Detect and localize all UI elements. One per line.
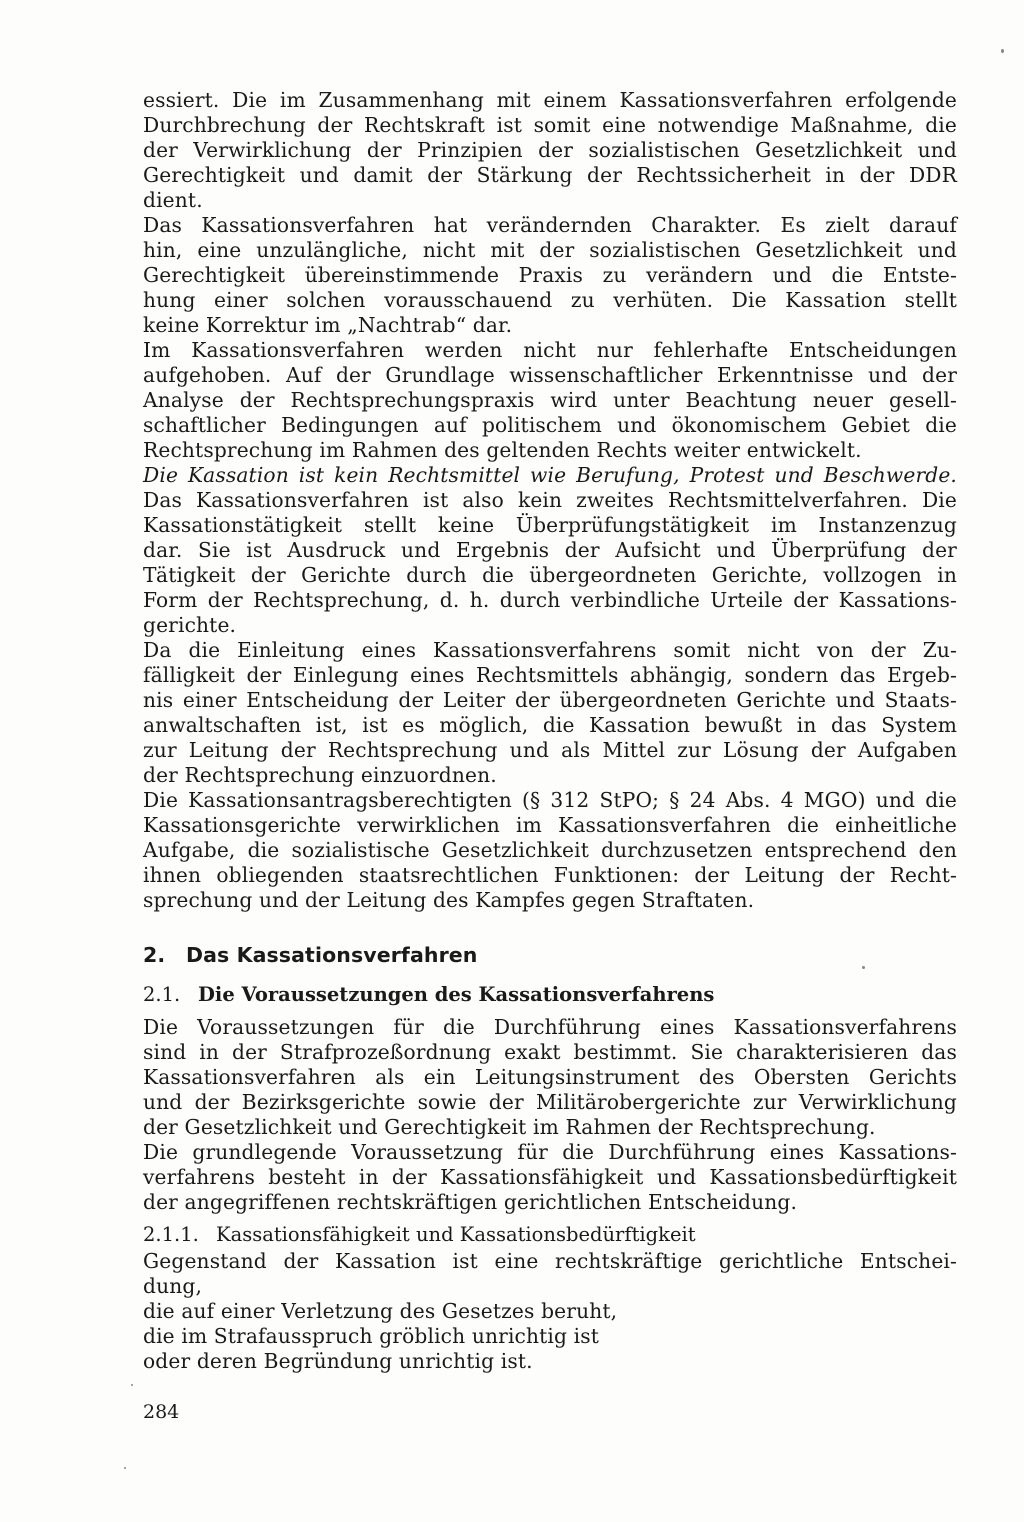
- scan-speck: [124, 1467, 126, 1469]
- text-line: Die grundlegende Voraussetzung für die Durchführung eines Kassations-: [143, 1140, 957, 1164]
- subsection-heading: [143, 983, 714, 1006]
- scan-speck: [862, 966, 865, 969]
- text-line: sind in der Strafprozeßordnung exakt bestimmt. Sie charakterisieren das: [143, 1040, 957, 1064]
- text-line: Durchbrechung der Rechtskraft ist somit eine notwendige Maßnahme, die: [143, 113, 957, 137]
- text-line: nis einer Entscheidung der Leiter der übergeordneten Gerichte und Staats-: [143, 688, 957, 712]
- text-line: keine Korrektur im „Nachtrab“ dar.: [143, 313, 513, 337]
- text-line: hung einer solchen vorausschauend zu verhüten. Die Kassation stellt: [143, 288, 957, 312]
- text-line: anwaltschaften ist, ist es möglich, die Kassation bewußt in das System: [143, 713, 957, 737]
- subsubsection-heading: [143, 1223, 696, 1246]
- subsubsection-text: [143, 1249, 957, 1374]
- subsubsection-title: Kassationsfähigkeit und Kassationsbedürftigkeit: [216, 1223, 696, 1246]
- text-line: Rechtsprechung im Rahmen des geltenden Rechts weiter entwickelt.: [143, 438, 862, 462]
- text-line: Das Kassationsverfahren ist also kein zweites Rechtsmittelverfahren. Die: [143, 488, 957, 512]
- scan-speck: [1001, 49, 1004, 53]
- text-line: der Rechtsprechung einzuordnen.: [143, 763, 497, 787]
- text-line: Die Kassationsantragsberechtigten (§ 312 StPO; § 24 Abs. 4 MGO) und die: [143, 788, 957, 812]
- text-line: Gerechtigkeit übereinstimmende Praxis zu verändern und die Entste-: [143, 263, 957, 287]
- text-line: schaftlicher Bedingungen auf politischem und ökonomischem Gebiet die: [143, 413, 957, 437]
- text-line: Kassationsverfahren als ein Leitungsinstrument des Obersten Gerichts: [143, 1065, 957, 1089]
- text-line: die auf einer Verletzung des Gesetzes beruht,: [143, 1299, 618, 1323]
- text-line: der angegriffenen rechtskräftigen gerichtlichen Entscheidung.: [143, 1190, 798, 1214]
- text-line: Analyse der Rechtsprechungspraxis wird unter Beachtung neuer gesell-: [143, 388, 957, 412]
- text-line: der Verwirklichung der Prinzipien der sozialistischen Gesetzlichkeit und: [143, 138, 957, 162]
- text-line: Das Kassationsverfahren hat verändernden Charakter. Es zielt darauf: [143, 213, 957, 237]
- text-line: Kassationsgerichte verwirklichen im Kassationsverfahren die einheitliche: [143, 813, 957, 837]
- text-line: Die Voraussetzungen für die Durchführung eines Kassationsverfahrens: [143, 1015, 957, 1039]
- text-line: gerichte.: [143, 613, 237, 637]
- text-line: Kassationstätigkeit stellt keine Überprüfungstätigkeit im Instanzenzug: [143, 513, 957, 537]
- text-line: Die Kassation ist kein Rechtsmittel wie Berufung, Protest und Beschwerde.: [143, 463, 957, 487]
- text-line: zur Leitung der Rechtsprechung und als Mittel zur Lösung der Aufgaben: [143, 738, 957, 762]
- text-line: die im Strafausspruch gröblich unrichtig ist: [143, 1324, 600, 1348]
- text-line: dung,: [143, 1274, 203, 1298]
- text-line: Gerechtigkeit und damit der Stärkung der Rechtssicherheit in der DDR: [143, 163, 957, 187]
- text-line: Form der Rechtsprechung, d. h. durch verbindliche Urteile der Kassations-: [143, 588, 957, 612]
- section-number: 2.: [143, 943, 166, 967]
- text-line: essiert. Die im Zusammenhang mit einem Kassationsverfahren erfolgende: [143, 88, 957, 112]
- text-line: aufgehoben. Auf der Grundlage wissenschaftlicher Erkenntnisse und der: [143, 363, 957, 387]
- body-text: [143, 88, 957, 913]
- text-line: Gegenstand der Kassation ist eine rechtskräftige gerichtliche Entschei-: [143, 1249, 957, 1273]
- text-line: fälligkeit der Einlegung eines Rechtsmittels abhängig, sondern das Ergeb-: [143, 663, 957, 687]
- text-line: oder deren Begründung unrichtig ist.: [143, 1349, 533, 1373]
- text-line: dient.: [143, 188, 203, 212]
- subsection-text: [143, 1015, 957, 1215]
- section-heading: [143, 943, 477, 967]
- text-line: Tätigkeit der Gerichte durch die übergeordneten Gerichte, vollzogen in: [143, 563, 957, 587]
- subsection-number: 2.1.: [143, 983, 181, 1006]
- subsubsection-number: 2.1.1.: [143, 1223, 199, 1246]
- section-title: Das Kassationsverfahren: [186, 943, 478, 967]
- text-line: ihnen obliegenden staatsrechtlichen Funktionen: der Leitung der Recht-: [143, 863, 957, 887]
- text-line: Da die Einleitung eines Kassationsverfahrens somit nicht von der Zu-: [143, 638, 957, 662]
- page-number: 284: [143, 1401, 180, 1423]
- text-line: der Gesetzlichkeit und Gerechtigkeit im Rahmen der Rechtsprechung.: [143, 1115, 876, 1139]
- text-line: Aufgabe, die sozialistische Gesetzlichkeit durchzusetzen entsprechend den: [143, 838, 957, 862]
- text-line: sprechung und der Leitung des Kampfes gegen Straftaten.: [143, 888, 755, 912]
- subsection-title: Die Voraussetzungen des Kassationsverfahrens: [198, 983, 715, 1006]
- text-line: Im Kassationsverfahren werden nicht nur fehlerhafte Entscheidungen: [143, 338, 957, 362]
- scan-speck: [131, 1384, 133, 1386]
- text-line: und der Bezirksgerichte sowie der Militärobergerichte zur Verwirklichung: [143, 1090, 957, 1114]
- text-line: hin, eine unzulängliche, nicht mit der sozialistischen Gesetzlichkeit und: [143, 238, 957, 262]
- text-line: verfahrens besteht in der Kassationsfähigkeit und Kassationsbedürftigkeit: [143, 1165, 957, 1189]
- text-line: dar. Sie ist Ausdruck und Ergebnis der Aufsicht und Überprüfung der: [143, 538, 957, 562]
